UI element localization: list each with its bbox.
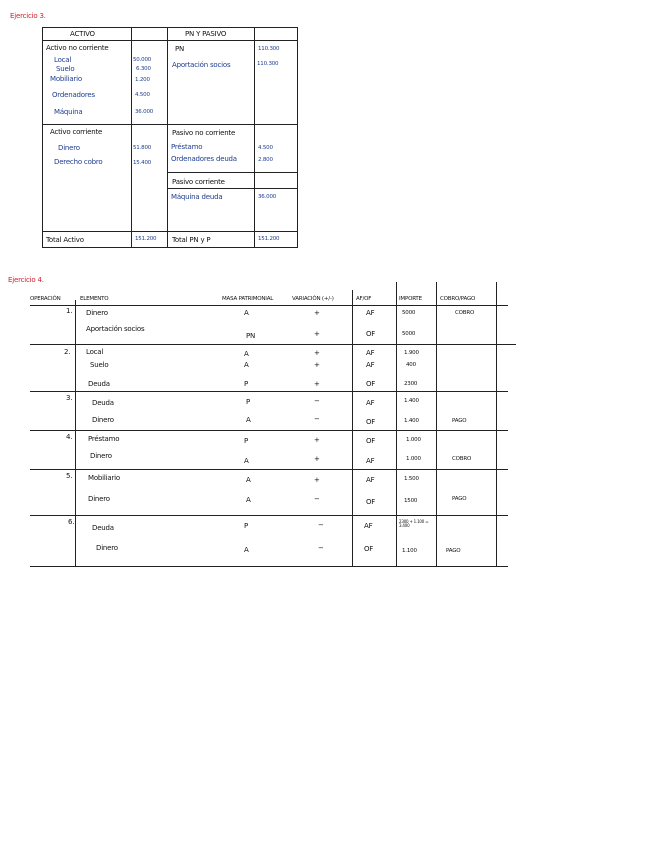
anc-item-value: 4.500: [135, 92, 150, 98]
ac-label: Activo corriente: [50, 128, 103, 136]
total-pnp-label: Total PN y P: [172, 236, 211, 244]
cell-masa: A: [246, 476, 251, 484]
cell-masa: A: [244, 546, 249, 554]
cell-afof: AF: [366, 349, 375, 357]
cell-afof: OF: [366, 380, 376, 388]
cell-var: +: [314, 361, 320, 369]
cell-afof: AF: [366, 399, 375, 407]
cell-importe: 400: [406, 362, 416, 368]
cell-op: 5.: [66, 472, 73, 480]
cell-var: −: [318, 521, 324, 529]
cell-op: 3.: [66, 394, 73, 402]
cell-importe: 2300: [404, 381, 418, 387]
header-masa: MASA PATRIMONIAL: [222, 296, 274, 302]
cell-importe: 1.500: [404, 476, 419, 482]
cell-var: +: [314, 476, 320, 484]
cell-op: 1.: [66, 307, 73, 315]
anc-item-name: Máquina: [54, 108, 83, 116]
anc-item-value: 36.000: [135, 109, 154, 115]
cell-var: +: [314, 436, 320, 444]
cell-var: −: [318, 544, 324, 552]
cell-afof: OF: [366, 418, 376, 426]
pnc-item-name: Préstamo: [171, 143, 203, 151]
cell-masa: P: [244, 380, 249, 388]
cell-importe: 1.400: [404, 418, 419, 424]
pn-total-value: 110.300: [258, 46, 280, 52]
cell-masa: PN: [246, 332, 256, 340]
pc-item-value: 36.000: [258, 194, 277, 200]
pn-item-name: Aportación socios: [172, 61, 231, 69]
cell-elemento: Mobiliario: [88, 474, 120, 482]
cell-var: −: [314, 495, 320, 503]
cell-elemento: Suelo: [90, 361, 109, 369]
anc-label: Activo no corriente: [46, 44, 109, 52]
cell-importe: 1.400: [404, 398, 419, 404]
anc-item-name: Local: [54, 56, 72, 64]
cell-afof: AF: [366, 309, 375, 317]
cell-afof: AF: [366, 476, 375, 484]
cell-cobro-pago: PAGO: [452, 418, 467, 424]
cell-importe: 1.000: [406, 456, 421, 462]
anc-item-name: Ordenadores: [52, 91, 95, 99]
cell-afof: OF: [366, 437, 376, 445]
cell-afof: AF: [364, 522, 373, 530]
cell-masa: A: [244, 350, 249, 358]
pc-label: Pasivo corriente: [172, 178, 225, 186]
cell-elemento: Dinero: [86, 309, 108, 317]
cell-op: 4.: [66, 433, 73, 441]
cell-masa: P: [246, 398, 251, 406]
cell-elemento: Aportación socios: [86, 325, 145, 333]
cell-elemento: Local: [86, 348, 104, 356]
cell-elemento: Dinero: [92, 416, 114, 424]
activo-header: ACTIVO: [70, 30, 95, 38]
header-afof: AF/OF: [356, 296, 372, 302]
anc-item-name: Suelo: [56, 65, 75, 73]
ejercicio-3-title: Ejercicio 3.: [10, 12, 46, 20]
cell-importe: 5000: [402, 310, 416, 316]
cell-var: +: [314, 380, 320, 388]
anc-item-value: 6.300: [136, 66, 151, 72]
cell-elemento: Préstamo: [88, 435, 120, 443]
pnc-item-value: 2.800: [258, 157, 273, 163]
anc-item-value: 50.000: [133, 57, 152, 63]
cell-afof: OF: [366, 498, 376, 506]
pnc-label: Pasivo no corriente: [172, 129, 236, 137]
ac-item-name: Dinero: [58, 144, 80, 152]
pnc-item-value: 4.500: [258, 145, 273, 151]
cell-importe: 1.100: [402, 548, 417, 554]
cell-importe: 1.000: [406, 437, 421, 443]
cell-var: +: [314, 455, 320, 463]
cell-op: 2.: [64, 348, 71, 356]
cell-var: +: [314, 330, 320, 338]
ac-item-name: Derecho cobro: [54, 158, 103, 166]
pnc-item-name: Ordenadores deuda: [171, 155, 237, 163]
header-operacion: OPERACIÓN: [30, 296, 61, 302]
ac-item-value: 15.400: [133, 160, 152, 166]
cell-masa: P: [244, 522, 249, 530]
anc-item-value: 1.200: [135, 77, 150, 83]
cell-masa: A: [246, 416, 251, 424]
cell-importe: 1.900: [404, 350, 419, 356]
cell-elemento: Dinero: [96, 544, 118, 552]
cell-afof: OF: [366, 330, 376, 338]
cell-afof: AF: [366, 361, 375, 369]
pn-item-value: 110.300: [257, 61, 279, 67]
cell-importe: 2300 + 1.100 = 3.400: [399, 519, 429, 528]
cell-elemento: Deuda: [92, 399, 114, 407]
cell-var: −: [314, 397, 320, 405]
cell-var: −: [314, 415, 320, 423]
total-activo-value: 151.200: [135, 236, 157, 242]
header-variacion: VARIACIÓN (+/-): [292, 296, 334, 302]
cell-cobro-pago: PAGO: [446, 548, 461, 554]
cell-elemento: Deuda: [88, 380, 110, 388]
cell-masa: A: [246, 496, 251, 504]
cell-elemento: Deuda: [92, 524, 114, 532]
header-cobro-pago: COBRO/PAGO: [440, 296, 476, 302]
cell-elemento: Dinero: [90, 452, 112, 460]
cell-importe: 5000: [402, 331, 416, 337]
pn-label: PN: [175, 45, 185, 53]
total-pnp-value: 151.200: [258, 236, 280, 242]
cell-masa: A: [244, 457, 249, 465]
ejercicio-4-title: Ejercicio 4.: [8, 276, 44, 284]
cell-importe: 1500: [404, 498, 418, 504]
cell-masa: P: [244, 437, 249, 445]
header-importe: IMPORTE: [399, 296, 422, 302]
cell-masa: A: [244, 309, 249, 317]
cell-elemento: Dinero: [88, 495, 110, 503]
cell-var: +: [314, 349, 320, 357]
pn-pasivo-header: PN Y PASIVO: [185, 30, 227, 38]
anc-item-name: Mobiliario: [50, 75, 82, 83]
cell-afof: OF: [364, 545, 374, 553]
cell-masa: A: [244, 361, 249, 369]
ac-item-value: 51.800: [133, 145, 152, 151]
cell-op: 6.: [68, 518, 75, 526]
cell-cobro-pago: COBRO: [452, 456, 472, 462]
header-elemento: ELEMENTO: [80, 296, 109, 302]
cell-cobro-pago: COBRO: [455, 310, 475, 316]
cell-afof: AF: [366, 457, 375, 465]
pc-item-name: Máquina deuda: [171, 193, 223, 201]
total-activo-label: Total Activo: [46, 236, 84, 244]
cell-var: +: [314, 309, 320, 317]
cell-cobro-pago: PAGO: [452, 496, 467, 502]
